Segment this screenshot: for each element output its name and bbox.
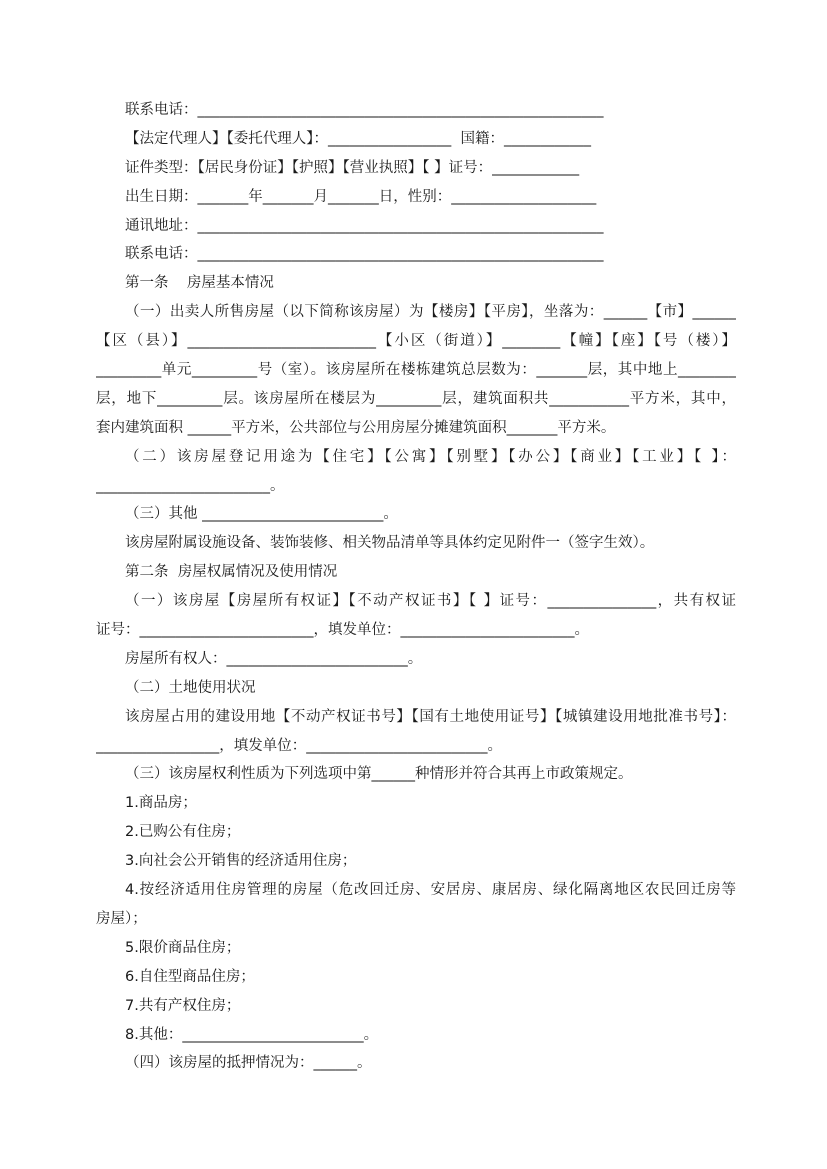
article-2-para-1-line-2: 证号：________________________，填发单位：________________________。 bbox=[96, 622, 589, 639]
field-agent-nationality: 【法定代理人】【委托代理人】：_________________ 国籍：____________ bbox=[125, 130, 591, 147]
field-address: 通讯地址：________________________________________________________ bbox=[125, 217, 604, 234]
option-4-line-1: 4.按经济适用住房管理的房屋（危改回迁房、安居房、康居房、绿化隔离地区农民回迁房等 bbox=[125, 882, 736, 899]
article-2-land-line-2: _________________，填发单位：_________________________。 bbox=[96, 737, 502, 754]
article-2-land-heading: （二）土地使用状况 bbox=[125, 679, 256, 696]
article-1-heading: 第一条 房屋基本情况 bbox=[125, 275, 274, 292]
field-id-type: 证件类型：【居民身份证】【护照】【营业执照】【 】证号：____________ bbox=[125, 159, 580, 176]
article-1-para-1-line-3: _________单元_________号（室）。该房屋所在楼栋建筑总层数为：_______层，其中地上________ bbox=[96, 362, 736, 379]
option-7: 7.共有产权住房； bbox=[125, 997, 241, 1014]
field-contact-phone-2: 联系电话：________________________________________________________ bbox=[125, 246, 604, 263]
article-2-mortgage: （四）该房屋的抵押情况为：______。 bbox=[125, 1055, 372, 1072]
option-2: 2.已购公有住房； bbox=[125, 824, 241, 841]
article-1-para-2-line-2: ________________________。 bbox=[96, 477, 285, 494]
article-2-owner: 房屋所有权人：_________________________。 bbox=[125, 650, 423, 667]
article-1-para-1-line-2: 【区（县）】__________________________【小区（街道）】________【幢】【座】【号（楼）】 bbox=[96, 333, 736, 350]
option-4-line-2: 房屋）； bbox=[96, 910, 147, 927]
article-2-nature: （三）该房屋权利性质为下列选项中第______种情形并符合其再上市政策规定。 bbox=[125, 766, 633, 783]
article-1-para-2-line-1: （二）该房屋登记用途为【住宅】【公寓】【别墅】【办公】【商业】【工业】【 】： bbox=[125, 448, 736, 465]
option-3: 3.向社会公开销售的经济适用住房； bbox=[125, 853, 357, 870]
option-5: 5.限价商品住房； bbox=[125, 939, 241, 956]
option-8: 8.其他：_________________________。 bbox=[125, 1026, 379, 1043]
article-1-para-1-line-4: 层，地下_________层。该房屋所在楼层为_________层，建筑面积共___________平方米，其中， bbox=[96, 390, 736, 407]
article-1-attachment-note: 该房屋附属设施设备、装饰装修、相关物品清单等具体约定见附件一（签字生效）。 bbox=[125, 535, 655, 552]
article-2-para-1-line-1: （一）该房屋【房屋所有权证】【不动产权证书】【 】证号：_______________，共有权证 bbox=[125, 593, 736, 610]
field-birth-gender: 出生日期：_______年_______月_______日，性别：____________________ bbox=[125, 188, 597, 205]
article-2-heading: 第二条 房屋权属情况及使用情况 bbox=[125, 564, 338, 581]
article-1-para-3: （三）其他 _________________________。 bbox=[125, 506, 398, 523]
contract-body bbox=[96, 96, 736, 1078]
article-2-land-line-1: 该房屋占用的建设用地【不动产权证书号】【国有土地使用证号】【城镇建设用地批准书号】： bbox=[125, 708, 736, 725]
option-1: 1.商品房； bbox=[125, 795, 197, 812]
article-1-para-1-line-1: （一）出卖人所售房屋（以下简称该房屋）为【楼房】【平房】，坐落为：______【市】______ bbox=[125, 304, 736, 321]
option-6: 6.自住型商品住房； bbox=[125, 968, 255, 985]
article-1-para-1-line-5: 套内建筑面积 ______平方米，公共部位与公用房屋分摊建筑面积_______平方米。 bbox=[96, 419, 616, 436]
field-contact-phone-1: 联系电话：________________________________________________________ bbox=[125, 102, 604, 118]
